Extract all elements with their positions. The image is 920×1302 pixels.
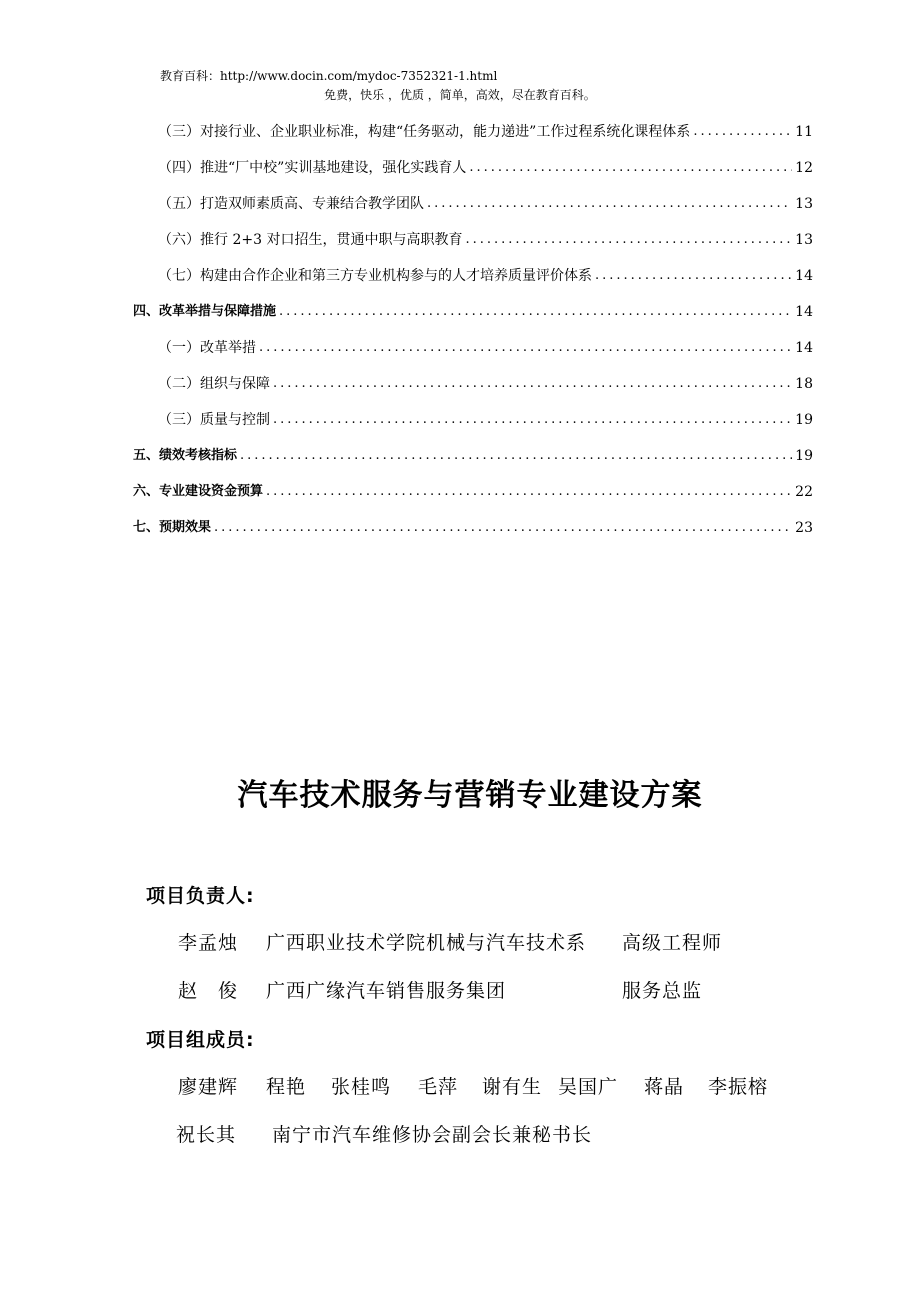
toc-leader-dots [214, 518, 792, 538]
toc-entry-page: 14 [795, 268, 813, 284]
member-name: 蒋晶 [644, 1076, 685, 1098]
toc-entry[interactable] [158, 228, 813, 250]
leader-organization: 广西职业技术学院机械与汽车技术系 [266, 932, 587, 954]
toc-entry-page: 11 [795, 124, 813, 140]
toc-entry-title: 七、预期效果 [133, 520, 212, 535]
toc-entry-title: （六）推行 2+3 对口招生，贯通中职与高职教育 [158, 232, 463, 248]
toc-entry[interactable] [158, 372, 813, 394]
toc-entry-page: 19 [795, 448, 813, 464]
toc-entry-title: （二）组织与保障 [158, 376, 270, 392]
project-members-label: 项目组成员: [146, 1029, 255, 1051]
leader-name: 李孟烛 [178, 932, 239, 954]
header-source-line: 教育百科：http://www.docin.com/mydoc-7352321-1.html [160, 69, 498, 83]
toc-leader-dots [427, 194, 792, 214]
toc-leader-dots [240, 446, 792, 466]
toc-entry-page: 13 [795, 196, 813, 212]
toc-entry-title: （五）打造双师素质高、专兼结合教学团队 [158, 196, 424, 212]
leader-role: 高级工程师 [622, 932, 723, 954]
toc-entry-page: 14 [795, 304, 813, 320]
toc-entry[interactable] [133, 516, 813, 538]
toc-entry[interactable] [158, 336, 813, 358]
toc-leader-dots [469, 158, 792, 178]
toc-leader-dots [266, 482, 792, 502]
advisor-name: 祝长其 [176, 1124, 237, 1146]
toc-entry-title: （七）构建由合作企业和第三方专业机构参与的人才培养质量评价体系 [158, 268, 592, 284]
toc-entry-title: 四、改革举措与保障措施 [133, 304, 277, 319]
toc-entry-page: 18 [795, 376, 813, 392]
member-name: 程艳 [266, 1076, 307, 1098]
toc-entry-title: （三）质量与控制 [158, 412, 270, 428]
toc-leader-dots [273, 374, 792, 394]
toc-entry[interactable] [158, 408, 813, 430]
member-name: 吴国广 [558, 1076, 619, 1098]
toc-entry-page: 14 [795, 340, 813, 356]
toc-entry-page: 23 [795, 520, 813, 536]
toc-leader-dots [595, 266, 792, 286]
toc-entry[interactable] [158, 192, 813, 214]
toc-leader-dots [279, 302, 792, 322]
toc-entry[interactable] [158, 156, 813, 178]
toc-entry[interactable] [158, 264, 813, 286]
toc-entry-title: 六、专业建设资金预算 [133, 484, 264, 499]
toc-entry-title: （三）对接行业、企业职业标准，构建“任务驱动，能力递进”工作过程系统化课程体系 [158, 124, 691, 140]
member-name: 谢有生 [482, 1076, 543, 1098]
toc-leader-dots [259, 338, 792, 358]
toc-leader-dots [273, 410, 792, 430]
advisor-title: 南宁市汽车维修协会副会长兼秘书长 [272, 1124, 593, 1146]
toc-entry-page: 12 [795, 160, 813, 176]
leader-role: 服务总监 [622, 980, 703, 1002]
toc-leader-dots [465, 230, 792, 250]
leader-name: 赵 俊 [178, 980, 239, 1002]
member-name: 李振榕 [708, 1076, 769, 1098]
leader-organization: 广西广缘汽车销售服务集团 [266, 980, 507, 1002]
toc-entry-page: 22 [795, 484, 813, 500]
toc-entry-title: （一）改革举措 [158, 340, 256, 356]
toc-entry[interactable] [133, 480, 813, 502]
member-name: 廖建辉 [178, 1076, 239, 1098]
document-title: 汽车技术服务与营销专业建设方案 [237, 778, 703, 813]
header-slogan: 免费，快乐 ，优质 ，简单，高效，尽在教育百科。 [324, 88, 596, 102]
member-name: 张桂鸣 [331, 1076, 392, 1098]
member-name: 毛萍 [418, 1076, 459, 1098]
toc-entry[interactable] [133, 444, 813, 466]
toc-entry-title: （四）推进“厂中校”实训基地建设，强化实践育人 [158, 160, 467, 176]
toc-entry[interactable] [158, 120, 813, 142]
project-leaders-label: 项目负责人: [146, 885, 255, 907]
toc-leader-dots [693, 122, 792, 142]
toc-entry[interactable] [133, 300, 813, 322]
toc-entry-page: 13 [795, 232, 813, 248]
toc-entry-title: 五、绩效考核指标 [133, 448, 238, 463]
toc-entry-page: 19 [795, 412, 813, 428]
